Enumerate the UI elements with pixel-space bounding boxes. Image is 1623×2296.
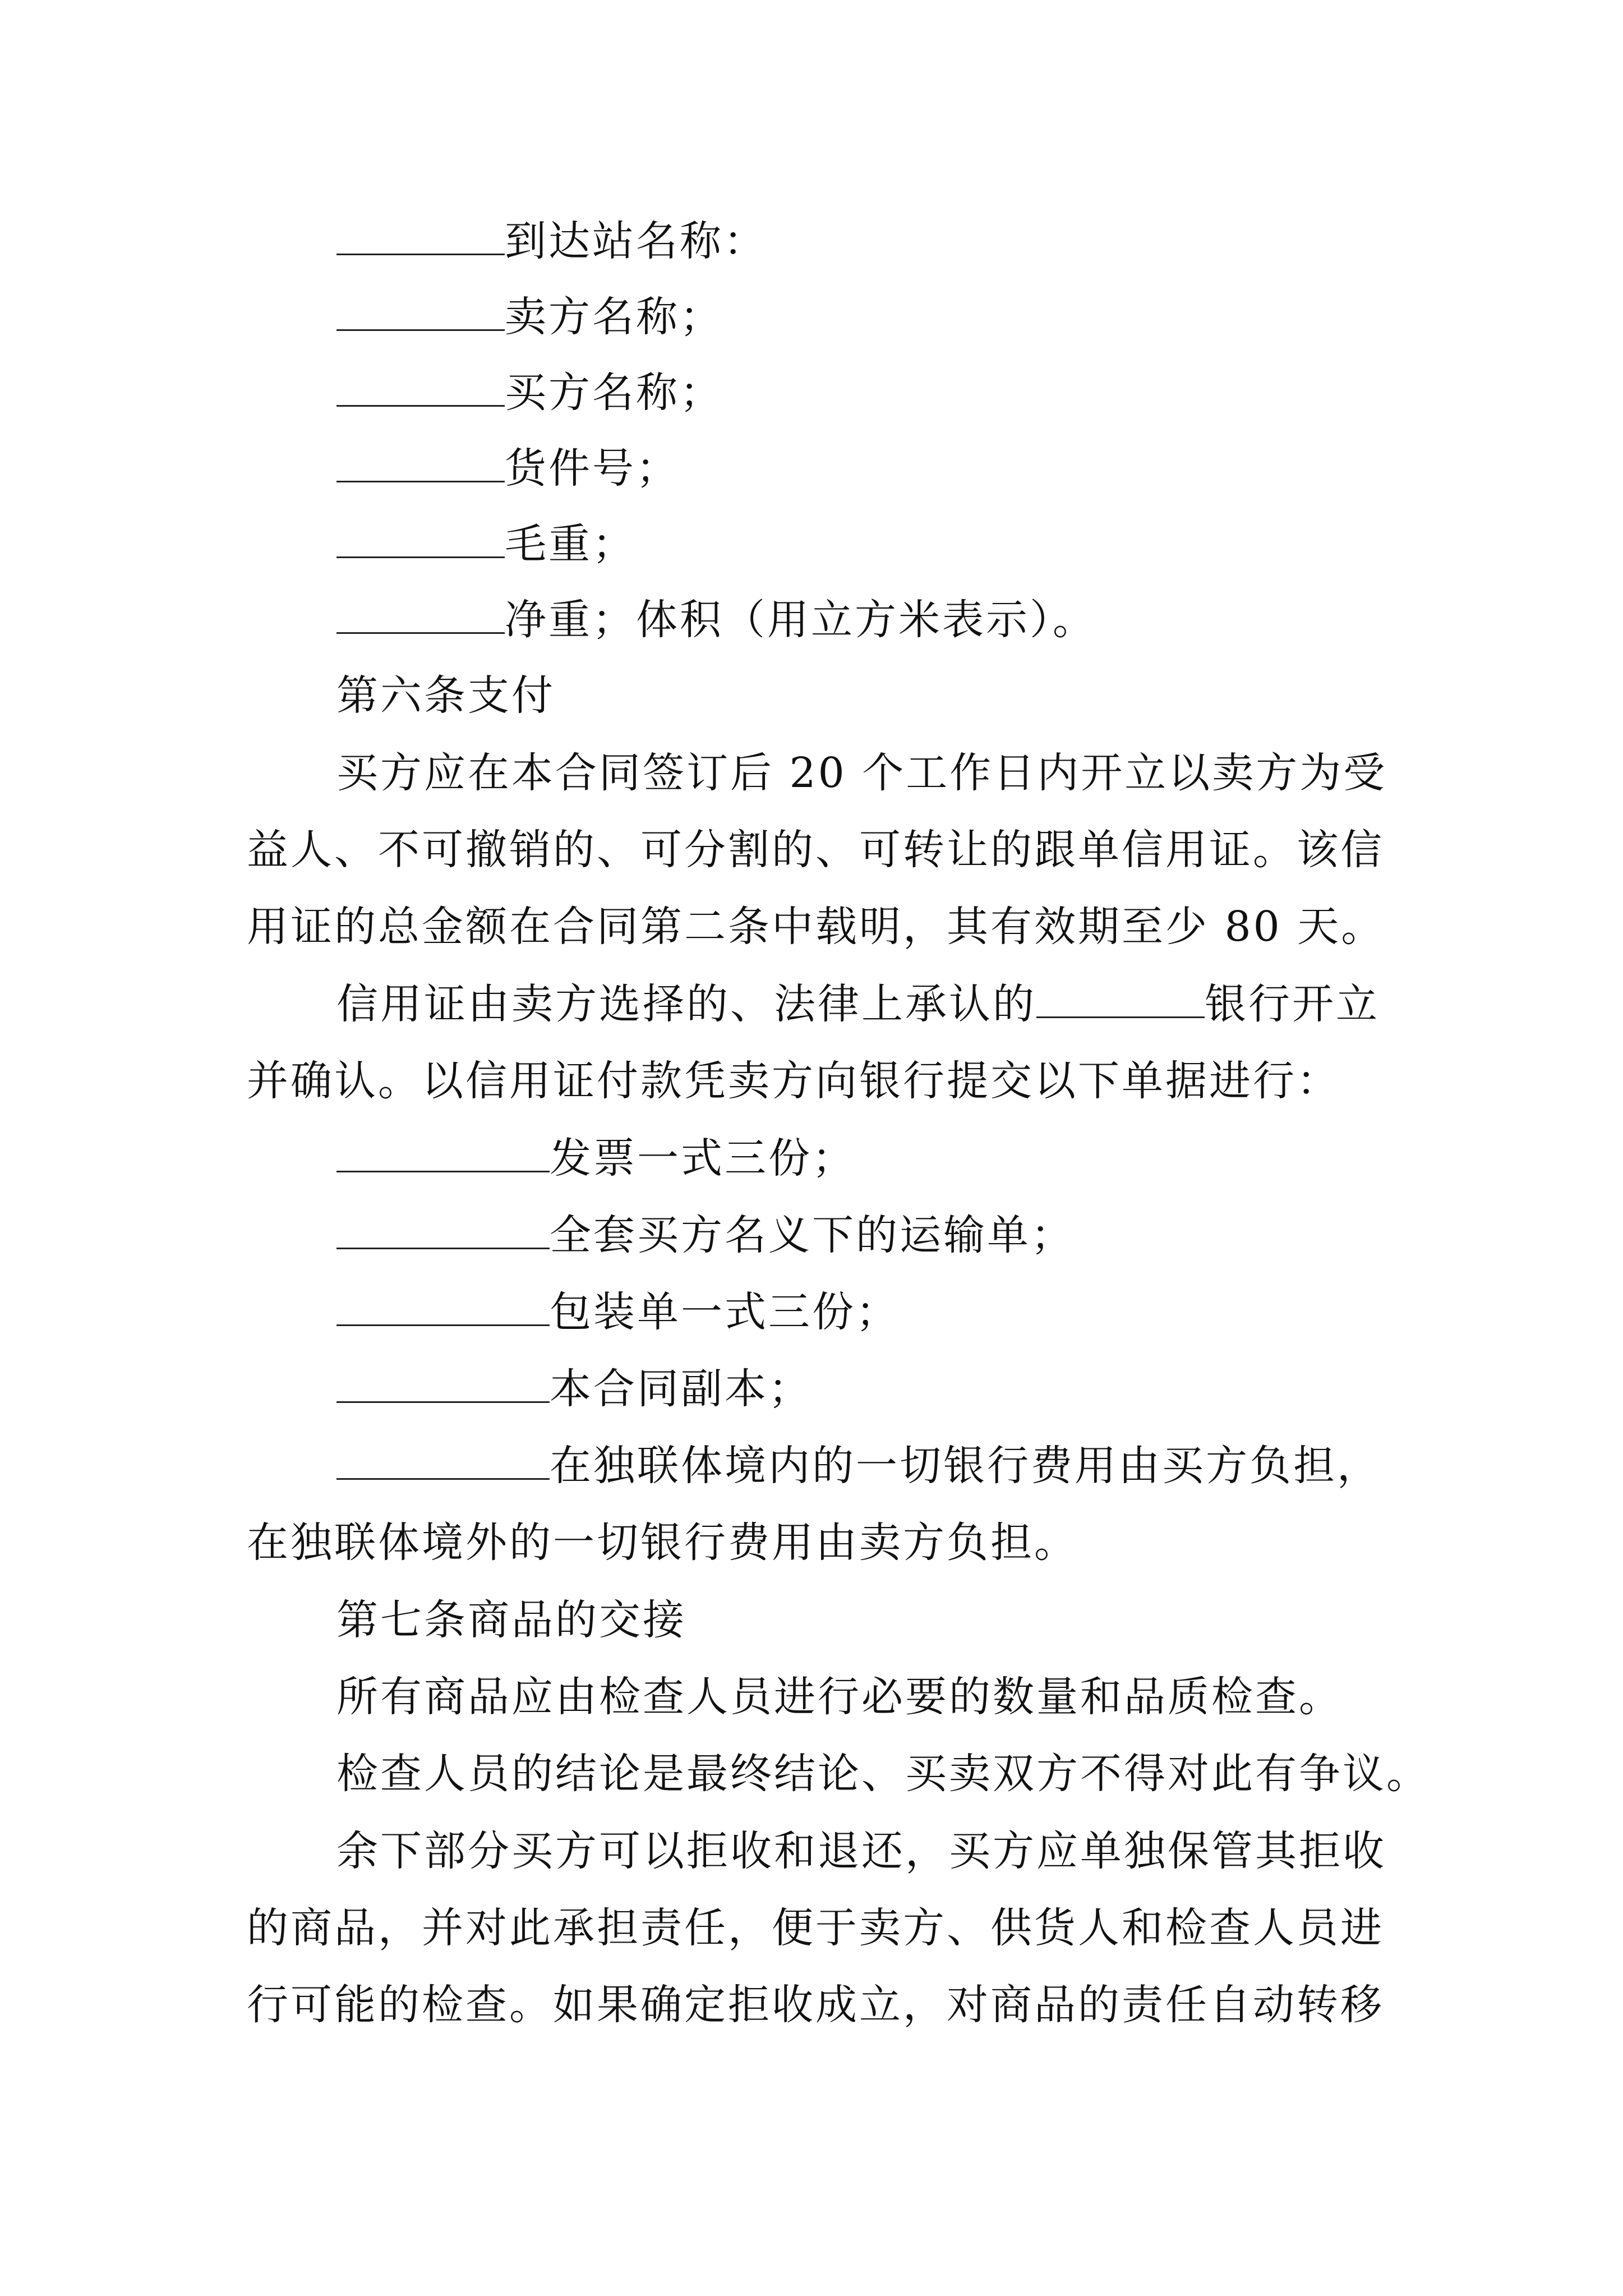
- field-label: 卖方名称；: [505, 293, 723, 341]
- fill-blank[interactable]: [336, 366, 505, 407]
- document-label: 发票一式三份；: [550, 1134, 856, 1182]
- field-gross-weight: [336, 510, 636, 578]
- field-cargo-number: [336, 435, 680, 502]
- doc-transport: [336, 1202, 1075, 1269]
- fill-blank[interactable]: [336, 593, 505, 634]
- field-net-weight-volume: [336, 586, 1096, 654]
- bank-fees-line2: 在独联体境外的一切银行费用由卖方负担。: [247, 1519, 1078, 1567]
- fill-blank[interactable]: [336, 1285, 550, 1326]
- doc-packing-list: [336, 1278, 900, 1346]
- document-label: 包装单一式三份；: [550, 1288, 900, 1336]
- article7-heading: 第七条商品的交接: [336, 1596, 686, 1644]
- article7-para2: 检查人员的结论是最终结论、买卖双方不得对此有争议。: [336, 1750, 1430, 1798]
- article7-para3-line2: 的商品，并对此承担责任，便于卖方、供货人和检查人员进: [247, 1904, 1384, 1952]
- fill-blank[interactable]: [336, 1131, 550, 1172]
- bank-name-blank[interactable]: [1036, 977, 1205, 1018]
- field-label: 毛重；: [505, 520, 636, 568]
- field-arrival-station: [336, 208, 767, 275]
- fill-blank[interactable]: [336, 1362, 550, 1403]
- text-segment: 在独联体境内的一切银行费用由买方负担，: [550, 1442, 1381, 1490]
- document-label: 全套买方名义下的运输单；: [550, 1211, 1075, 1259]
- article7-para3-line3: 行可能的检查。如果确定拒收成立，对商品的责任自动转移: [247, 1981, 1384, 2029]
- field-label: 买方名称；: [505, 369, 723, 417]
- field-buyer-name: [336, 359, 723, 426]
- field-seller-name: [336, 283, 723, 351]
- fill-blank[interactable]: [336, 1439, 550, 1480]
- article6-para1-line1: 买方应在本合同签订后 20 个工作日内开立以卖方为受: [336, 749, 1387, 797]
- article7-para1: 所有商品应由检查人员进行必要的数量和品质检查。: [336, 1673, 1343, 1721]
- doc-contract-copy: [336, 1355, 812, 1423]
- article6-para1-line2: 益人、不可撤销的、可分割的、可转让的跟单信用证。该信: [247, 826, 1384, 874]
- fill-blank[interactable]: [336, 214, 505, 255]
- article6-heading: 第六条支付: [336, 671, 555, 720]
- field-label: 货件号；: [505, 444, 680, 493]
- bank-fees-line1: [336, 1432, 1381, 1499]
- fill-blank[interactable]: [336, 290, 505, 331]
- fill-blank[interactable]: [336, 441, 505, 482]
- doc-invoice: [336, 1125, 856, 1192]
- fill-blank[interactable]: [336, 517, 505, 558]
- text-segment: 信用证由卖方选择的、法律上承认的: [336, 980, 1036, 1028]
- article6-para2-line1: [336, 970, 1380, 1038]
- article6-para1-line3: 用证的总金额在合同第二条中载明，其有效期至少 80 天。: [247, 903, 1385, 951]
- field-label: 净重；体积（用立方米表示）。: [505, 596, 1096, 644]
- text-segment: 银行开立: [1205, 980, 1380, 1028]
- article6-para2-line2: 并确认。以信用证付款凭卖方向银行提交以下单据进行：: [247, 1057, 1340, 1105]
- document-label: 本合同副本；: [550, 1365, 812, 1413]
- fill-blank[interactable]: [336, 1208, 550, 1249]
- field-label: 到达站名称：: [505, 217, 767, 265]
- article7-para3-line1: 余下部分买方可以拒收和退还，买方应单独保管其拒收: [336, 1827, 1386, 1875]
